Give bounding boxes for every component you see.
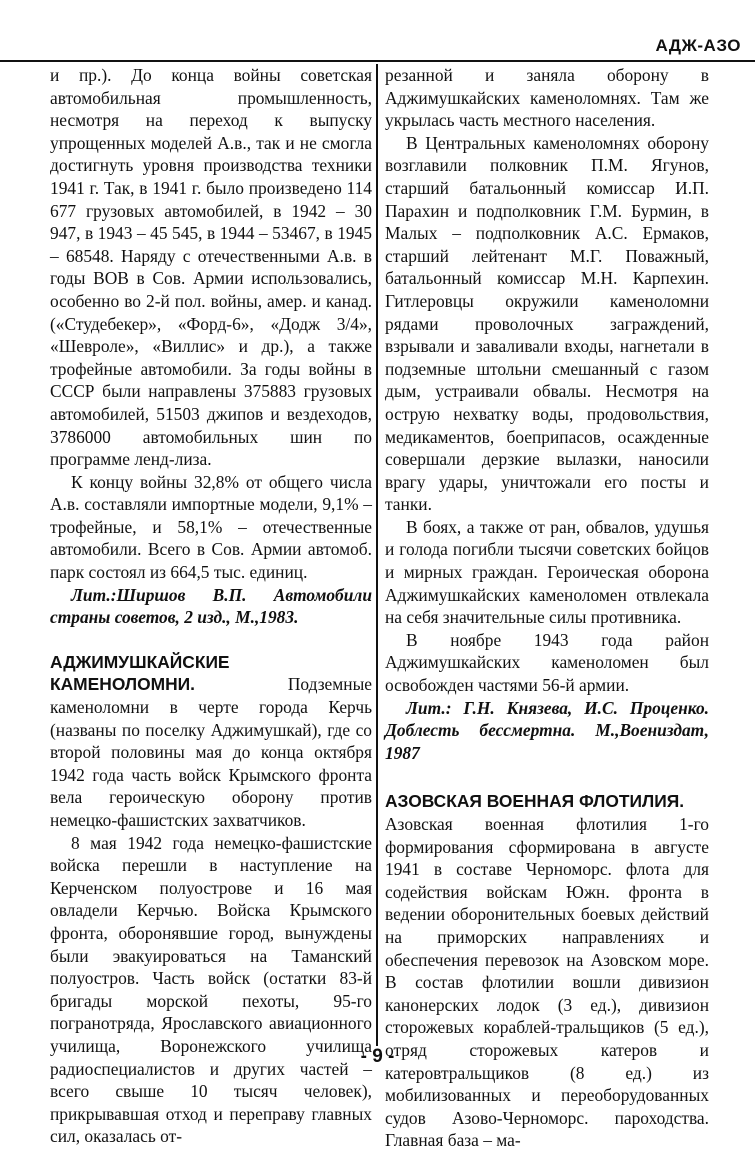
paragraph: Азовская военная флотилия 1-го формирования сформирована в августе 1941 в составе Черноморс. флота для содействия войскам Южн. фронта в ведении оборонительных боевых действий на приморских направлениях и обеспечения перевозок на Азовском море. В состав флотилии вошли дивизион канонерских лодок (3 ед.), дивизион сторожевых кораблей-тральщиков (5 ед.), отряд сторожевых катеров и катеровтральщиков (8 ед.) из мобилизованных и переоборудованных судов Азово-Черноморс. пароходства. Главная база – ма-: [385, 814, 709, 1151]
running-header: АДЖ-АЗО: [655, 36, 741, 55]
literature-reference: Лит.:Ширшов В.П. Автомобили страны советов, 2 изд., М.,1983.: [50, 584, 372, 628]
paragraph: В боях, а также от ран, обвалов, удушья и голода погибли тысячи советских бойцов и мирных граждан. Героическая оборона Аджимушкайских каменоломен отвлекала на себя значительные силы противника.: [385, 516, 709, 628]
column-divider: [376, 64, 378, 1046]
literature-reference: Лит.: Г.Н. Князева, И.С. Проценко. Доблесть бессмертна. М.,Воениздат, 1987: [385, 697, 709, 763]
paragraph: Подземные каменоломни в черте города Керчь (названы по поселку Аджимушкай), где со второй половины мая до конца октября 1942 года часть войск Крымского фронта вела героическую оборону против немецко-фашистских захватчиков.: [50, 674, 372, 830]
entry-heading: АДЖИМУШКАЙСКИЕ КАМЕНОЛОМНИ.: [50, 651, 230, 695]
paragraph: резанной и заняла оборону в Аджимушкайских каменоломнях. Там же укрылась часть местного населения.: [385, 65, 709, 131]
paragraph: В Центральных каменоломнях оборону возглавили полковник П.М. Ягунов, старший батальонный комиссар И.П. Парахин и подполковник Г.М. Бурмин, в Малых – подполковник А.С. Ермаков, старший лейтенант М.Г. Поважный, батальонный комиссар М.Н. Карпехин. Гитлеровцы окружили каменоломни рядами проволочных заграждений, взрывали и заваливали входы, нагнетали в подземные штольни смешанный с газом дым, устраивали обвалы. Несмотря на острую нехватку воды, продовольствия, медикаментов, боеприпасов, осажденные совершали дерзкие вылазки, наносили врагу удары, уничтожали его посты и танки.: [385, 132, 709, 515]
paragraph: К концу войны 32,8% от общего числа А.в. составляли импортные модели, 9,1% – трофейные, и 58,1% – отечественные автомобили. Всего в Сов. Армии автомоб. парк состоял из 664,5 тыс. единиц.: [50, 471, 372, 583]
right-column: [385, 64, 709, 1152]
page-number: - 9 -: [360, 1046, 395, 1067]
entry-adzhimushkay: [50, 651, 372, 832]
paragraph: 8 мая 1942 года немецко-фашистские войска перешли в наступление на Керченском полуострове и 16 мая овладели Керчью. Войска Крымского фронта, оборонявшие город, вынуждены были эвакуироваться на Таманский полуостров. Часть войск (остатки 83-й бригады морской пехоты, 95-го погранотряда, Ярославского авиационного училища, Воронежского училища радиоспециалистов и других частей – всего свыше 10 тысяч человек), прикрывавшая отход и переправу главных сил, оказалась от-: [50, 832, 372, 1147]
paragraph: и пр.). До конца войны советская автомобильная промышленность, несмотря на переход к выпуску упрощенных моделей А.в., так и не смогла достигнуть уровня производства техники 1941 г. Так, в 1941 г. было произведено 114 677 грузовых автомобилей, в 1942 – 30 947, в 1943 – 45 545, в 1944 – 53467, в 1945 – 68548. Наряду с отечественными А.в. в годы ВОВ в Сов. Армии использовались, особенно во 2-й пол. войны, амер. и канад. («Студебекер», «Форд-6», «Додж 3/4», «Шевроле», «Виллис» и др.), а также трофейные автомобили. За годы войны в СССР были направлены 375883 грузовых автомобилей, 51503 джипов и вездеходов, 3786000 автомобильных шин по программе ленд-лиза.: [50, 65, 372, 470]
paragraph: В ноябре 1943 года район Аджимушкайских каменоломен был освобожден частями 56-й армии.: [385, 629, 709, 696]
entry-heading: АЗОВСКАЯ ВОЕННАЯ ФЛОТИЛИЯ.: [385, 791, 685, 812]
left-column: [50, 64, 372, 1148]
header-rule: [0, 60, 755, 62]
